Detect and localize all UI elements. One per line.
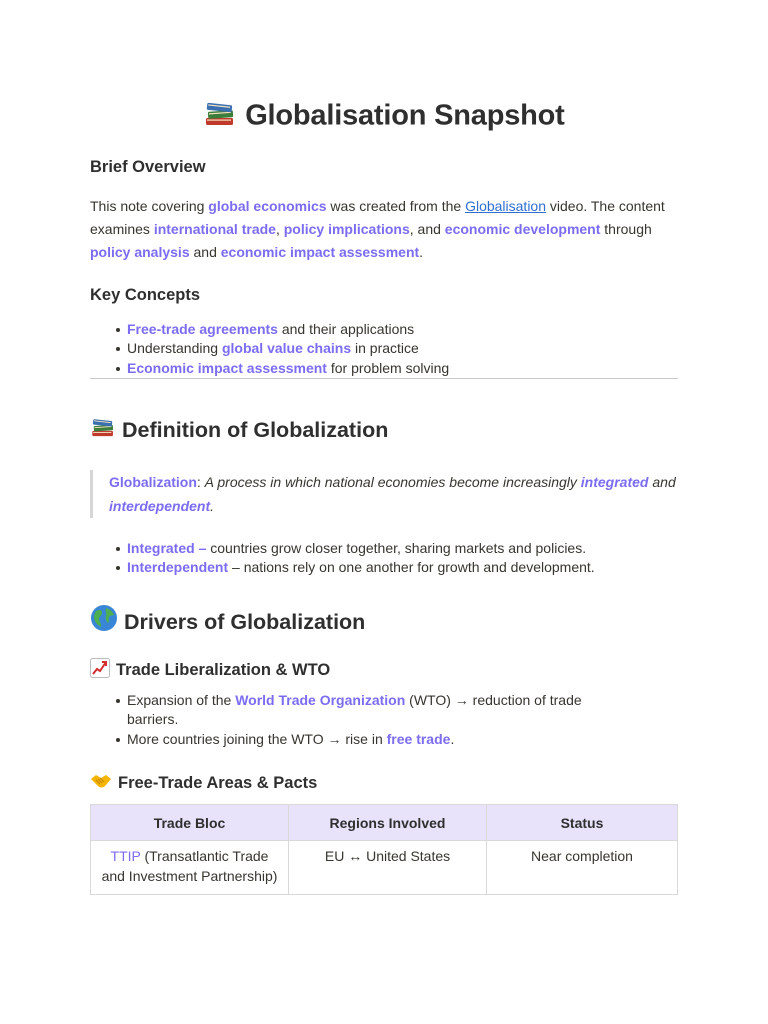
list-item: More countries joining the WTO → rise in free trade. [90,730,678,749]
handshake-icon [90,771,112,796]
overview-paragraph: This note covering global economics was created from the Globalisation video. The content examines international trade, policy implications, and economic development through policy analysis and economic impact assessment. [90,198,665,260]
section-divider [90,378,678,379]
page-title [90,96,678,138]
free-trade-pacts-heading: Free-Trade Areas & Pacts [90,771,317,796]
definition-blockquote: Globalization: A process in which national economies become increasingly integrated and interdependent. [90,470,681,518]
quote-term: Globalization [109,474,197,490]
list-item: Economic impact assessment for problem solving [90,359,678,378]
column-header: Regions Involved [289,805,487,841]
list-item: Interdependent – nations rely on one another for growth and development. [90,558,678,577]
trade-bloc-cell: TTIP (Transatlantic Trade and Investment Partnership) [91,841,289,895]
keyword: international trade [153,221,276,237]
definition-heading: Definition of Globalization [90,414,388,446]
keyword: economic development [444,221,601,237]
list-item: Expansion of the World Trade Organization (WTO) → reduction of trade barriers. [90,691,678,730]
books-icon [203,96,237,138]
key-concepts-heading: Key Concepts [90,286,201,304]
status-cell: Near completion [487,841,678,895]
globalisation-video-link[interactable]: Globalisation [465,198,546,214]
trade-list [90,691,678,749]
column-header: Status [487,805,678,841]
list-item: Understanding global value chains in practice [90,339,678,358]
list-item: Integrated – countries grow closer together, sharing markets and policies. [90,539,678,558]
trade-blocs-table [90,804,678,895]
table-header-row [91,805,678,841]
definition-list [90,539,678,578]
column-header: Trade Bloc [91,805,289,841]
globe-icon [90,604,118,638]
page-title-text: Globalisation Snapshot [245,99,565,132]
books-icon [90,414,116,446]
keyword: global economics [208,198,327,214]
list-item: Free-trade agreements and their applications [90,320,678,339]
table-row [91,841,678,895]
chart-increasing-icon [90,658,110,683]
drivers-heading: Drivers of Globalization [90,604,365,638]
brief-overview-heading: Brief Overview [90,158,206,176]
keyword: economic impact assessment [220,244,420,260]
keyword: policy implications [283,221,410,237]
keyword: policy analysis [90,244,190,260]
trade-liberalization-heading: Trade Liberalization & WTO [90,658,330,683]
regions-cell: EU ↔ United States [289,841,487,895]
key-concepts-list [90,320,678,378]
